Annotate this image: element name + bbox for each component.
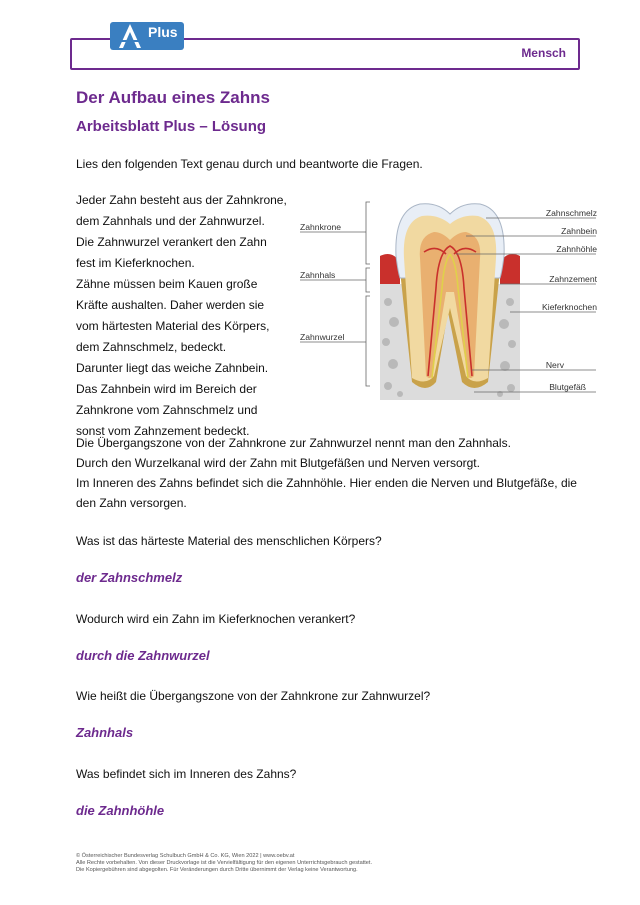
- label-zahnkrone: Zahnkrone: [300, 222, 342, 232]
- text-line: Zahnkrone vom Zahnschmelz und: [76, 403, 258, 417]
- instruction-text: Lies den folgenden Text genau durch und beantworte die Fragen.: [76, 157, 423, 171]
- footer: [76, 853, 372, 874]
- label-zahnzement: Zahnzement: [549, 274, 597, 284]
- text-line: fest im Kieferknochen.: [76, 256, 195, 270]
- text-line: Darunter liegt das weiche Zahnbein.: [76, 361, 269, 375]
- question-1: Was ist das härteste Material des menschlichen Körpers?: [76, 534, 382, 548]
- label-nerv: Nerv: [545, 360, 564, 370]
- label-zahnwurzel: Zahnwurzel: [300, 332, 345, 342]
- question-4: Was befindet sich im Inneren des Zahns?: [76, 767, 297, 781]
- logo-text: Plus: [148, 24, 178, 40]
- text-full-width: [76, 433, 576, 513]
- footer-line: Alle Rechte vorbehalten. Von dieser Druckvorlage ist die Vervielfältigung für den eigenen Unterrichtsgebrauch gestattet.: [76, 860, 373, 866]
- page-subtitle: Arbeitsblatt Plus – Lösung: [76, 118, 267, 135]
- text-line: vom härtesten Material des Körpers,: [76, 319, 270, 333]
- footer-line: © Österreichischer Bundesverlag Schulbuch GmbH & Co. KG, Wien 2022 | www.oebv.at: [76, 853, 295, 859]
- answer-2: durch die Zahnwurzel: [76, 648, 210, 663]
- text-line: dem Zahnschmelz, bedeckt.: [76, 340, 227, 354]
- text-line: Kräfte aushalten. Daher werden sie: [76, 298, 265, 312]
- text-line: den Zahn versorgen.: [76, 496, 187, 510]
- page-title: Der Aufbau eines Zahns: [76, 88, 270, 107]
- question-2: Wodurch wird ein Zahn im Kieferknochen verankert?: [76, 612, 356, 626]
- text-line: sonst vom Zahnzement bedeckt.: [76, 424, 250, 438]
- text-line: Das Zahnbein wird im Bereich der: [76, 382, 257, 396]
- publisher-logo: [110, 18, 184, 54]
- text-line: Die Zahnwurzel verankert den Zahn: [76, 235, 267, 249]
- text-line: Jeder Zahn besteht aus der Zahnkrone,: [76, 193, 287, 207]
- subject-label: Mensch: [521, 46, 566, 60]
- answer-4: die Zahnhöhle: [76, 803, 165, 818]
- text-line: Durch den Wurzelkanal wird der Zahn mit Blutgefäßen und Nerven versorgt.: [76, 456, 480, 470]
- question-3: Wie heißt die Übergangszone von der Zahnkrone zur Zahnwurzel?: [76, 689, 431, 703]
- label-blutgefaess: Blutgefäß: [549, 382, 586, 392]
- text-line: Zähne müssen beim Kauen große: [76, 277, 258, 291]
- text-line: Im Inneren des Zahns befindet sich die Zahnhöhle. Hier enden die Nerven und Blutgefäße, die: [76, 476, 577, 490]
- footer-line: Die Kopiergebühren sind abgegolten. Für Veränderungen durch Dritte übernimmt der Verlag keine Verantwortung.: [76, 867, 358, 873]
- label-zahnhals: Zahnhals: [300, 270, 336, 280]
- answer-1: der Zahnschmelz: [76, 570, 183, 585]
- label-zahnhoehle: Zahnhöhle: [556, 244, 597, 254]
- label-zahnbein: Zahnbein: [561, 226, 597, 236]
- text-line: dem Zahnhals und der Zahnwurzel.: [76, 214, 265, 228]
- text-line: Die Übergangszone von der Zahnkrone zur Zahnwurzel nennt man den Zahnhals.: [76, 436, 511, 450]
- tooth-diagram: [296, 192, 606, 408]
- label-kieferknochen: Kieferknochen: [542, 302, 597, 312]
- label-zahnschmelz: Zahnschmelz: [545, 208, 597, 218]
- text-column: [76, 190, 296, 442]
- answer-3: Zahnhals: [76, 725, 134, 740]
